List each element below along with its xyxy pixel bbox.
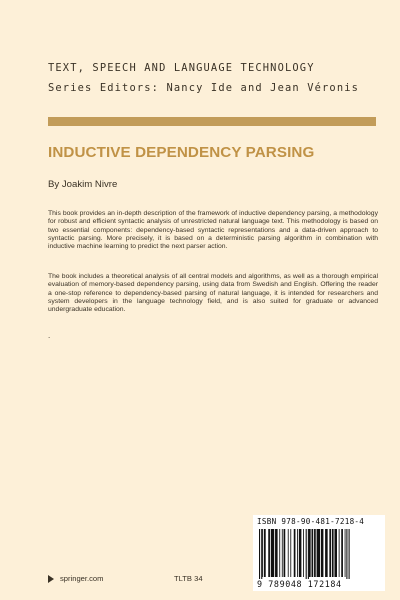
- series-title: TEXT, SPEECH AND LANGUAGE TECHNOLOGY: [48, 62, 315, 74]
- description-paragraph-1: This book provides an in-depth description of the framework of inductive dependency parsing, a methodology for robust and efficient syntactic analysis of unrestricted natural language text. This methodology is based on two essential components: dependency-based syntactic representations and a data-driven approach to syntactic parsing. More precisely, it is based on a deterministic parsing algorithm in combination with inductive machine learning to predict the next parser action.: [48, 210, 378, 251]
- publisher-link[interactable]: [48, 574, 103, 583]
- decorative-rule: [48, 117, 376, 126]
- series-editors: Series Editors: Nancy Ide and Jean Véronis: [48, 82, 360, 94]
- barcode-number: 9 789048 172184: [257, 579, 381, 589]
- book-author: By Joakim Nivre: [48, 179, 118, 190]
- series-header: [48, 58, 359, 98]
- book-title: INDUCTIVE DEPENDENCY PARSING: [48, 144, 315, 161]
- chevron-right-icon: [48, 575, 54, 583]
- description-paragraph-2: The book includes a theoretical analysis of all central models and algorithms, as well as a thorough empirical evaluation of memory-based dependency parsing, using data from Swedish and English. Offering the reader a one-stop reference to dependency-based parsing of natural language, it is intended for researchers and system developers in the language technology field, and is also suited for graduate or advanced undergraduate education.: [48, 273, 378, 314]
- trailing-dot: .: [48, 331, 51, 340]
- barcode-icon: [257, 529, 381, 581]
- series-code: TLTB 34: [174, 574, 203, 583]
- barcode-box: [253, 515, 385, 591]
- isbn-label: ISBN 978-90-481-7218-4: [257, 517, 365, 526]
- publisher-url: springer.com: [60, 574, 104, 583]
